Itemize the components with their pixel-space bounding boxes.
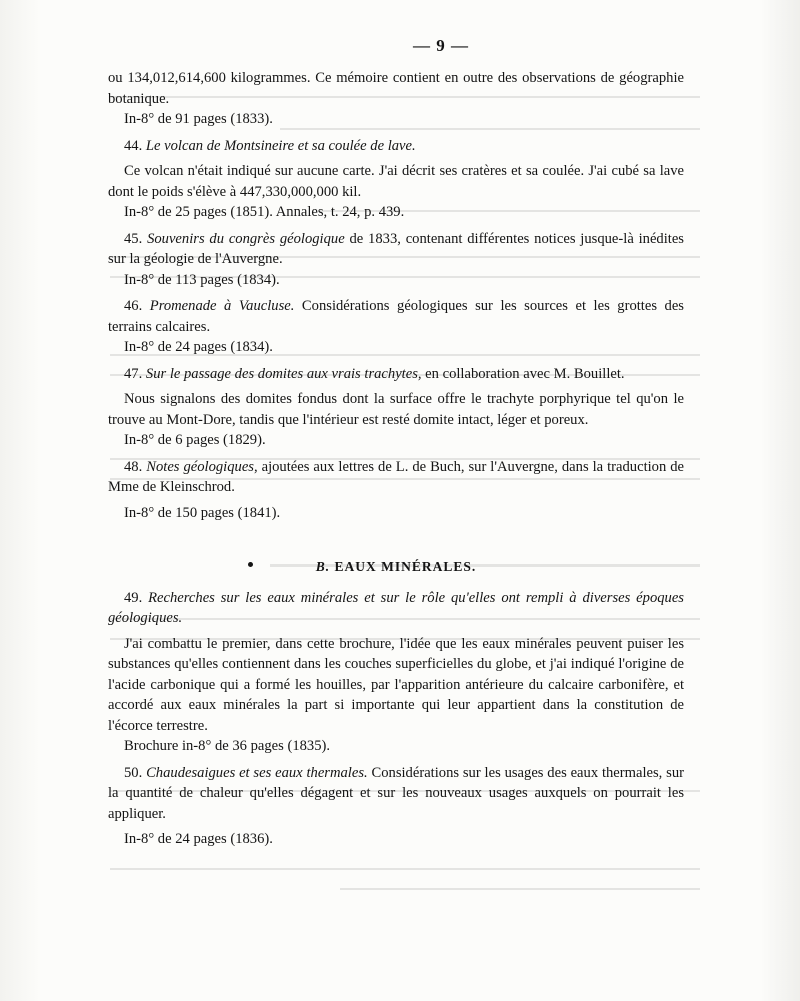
entry-heading: [108, 457, 684, 498]
entry-description: Nous signalons des domites fondus dont la surface offre le trachyte porphyrique tel qu'on le trouve au Mont-Dore, tandis que l'intérieur est resté domite intact, léger et poreux.: [108, 391, 684, 428]
entry-number: 50.: [124, 764, 143, 781]
entry-number: 47.: [124, 365, 143, 382]
bibliography-entry: [108, 229, 684, 291]
entry-title: Notes géologiques: [146, 458, 254, 475]
entry-title: Promenade à Vaucluse.: [149, 298, 295, 314]
entry-number: 46.: [124, 298, 143, 314]
section-title: EAUX MINÉRALES.: [334, 559, 477, 574]
bleed-through-line: [340, 888, 700, 890]
entry-heading: [108, 588, 684, 629]
entry-number: 49.: [124, 589, 143, 606]
entry-title: Chaudesaigues et ses eaux thermales.: [146, 764, 368, 781]
section-letter: B.: [315, 559, 331, 574]
entry-number: 45.: [124, 230, 143, 247]
publication-info: In-8° de 25 pages (1851). Annales, t. 24, p. 439.: [124, 204, 405, 220]
entry-title: Souvenirs du congrès géologique: [147, 230, 345, 247]
entry-title-continuation: Considérations géologiques sur les sources et les grottes des terrains calcaires.: [108, 298, 684, 335]
publication-info: In-8° de 150 pages (1841).: [124, 504, 281, 521]
page-number: — 9 —: [413, 36, 469, 55]
entry-title: Le volcan de Montsineire et sa coulée de lave.: [145, 137, 416, 154]
entry-heading: [108, 296, 684, 337]
publication-info: In-8° de 6 pages (1829).: [124, 432, 266, 448]
entry-title-continuation: de 1833, contenant différentes notices jusque-là inédites sur la géologie de l'Auvergne.: [108, 230, 684, 267]
publication-info: Brochure in-8° de 36 pages (1835).: [124, 738, 331, 754]
publication-info: In-8° de 24 pages (1834).: [124, 339, 273, 355]
publication-info: In-8° de 113 pages (1834).: [124, 271, 280, 288]
bibliography-entry: [108, 588, 684, 757]
entry-title-continuation: , ajoutées aux lettres de L. de Buch, sur l'Auvergne, dans la traduction de Mme de Kleinschrod.: [108, 458, 685, 495]
entry-description: J'ai combattu le premier, dans cette brochure, l'idée que les eaux minérales peuvent puiser les substances qu'elles contiennent dans les couches superficielles du globe, et j'ai indiqué l'origine de l'acide carbonique qui a formé les houilles, par l'apparition antérieure du calcaire carbonifère, et accordé aux eaux minérales la part si importante qui leur appartient dans la constitution de l'écorce terrestre.: [108, 635, 684, 734]
entry-title: Sur le passage des domites aux vrais trachytes,: [145, 365, 422, 382]
entry-title: Recherches sur les eaux minérales et sur le rôle qu'elles ont rempli à diverses époques géologiques.: [108, 589, 684, 626]
bibliography-entry: [108, 364, 684, 451]
entry-heading: [108, 136, 684, 157]
bibliography-entry: [108, 457, 684, 524]
bibliography-entry: [108, 296, 684, 358]
bibliography-entry: [108, 763, 684, 850]
entry-heading: [108, 763, 684, 825]
entry-description: Ce volcan n'était indiqué sur aucune carte. J'ai décrit ses cratères et sa coulée. J'ai cubé sa lave dont le poids s'élève à 447,330,000,000 kil.: [108, 163, 684, 200]
bibliography-entry: [108, 136, 684, 223]
entry-number: 48.: [124, 458, 143, 475]
publication-info: In-8° de 91 pages (1833).: [124, 111, 273, 127]
entry-heading: [108, 229, 684, 270]
bleed-through-line: [110, 868, 700, 870]
continued-paragraph: ou 134,012,614,600 kilogrammes. Ce mémoire contient en outre des observations de géographie botanique.: [108, 70, 684, 107]
bullet-mark: [248, 562, 253, 567]
entry-heading: [108, 364, 684, 385]
entry-title-continuation: Considérations sur les usages des eaux thermales, sur la quantité de chaleur qu'elles dégagent et sur les nouveaux usages auxquels on pourrait les appliquer.: [108, 764, 684, 822]
entry-title-continuation: en collaboration avec M. Bouillet.: [421, 365, 625, 382]
publication-info: In-8° de 24 pages (1836).: [124, 831, 273, 847]
entry-number: 44.: [124, 137, 143, 154]
section-heading: [108, 557, 684, 578]
page-content: [108, 36, 684, 850]
